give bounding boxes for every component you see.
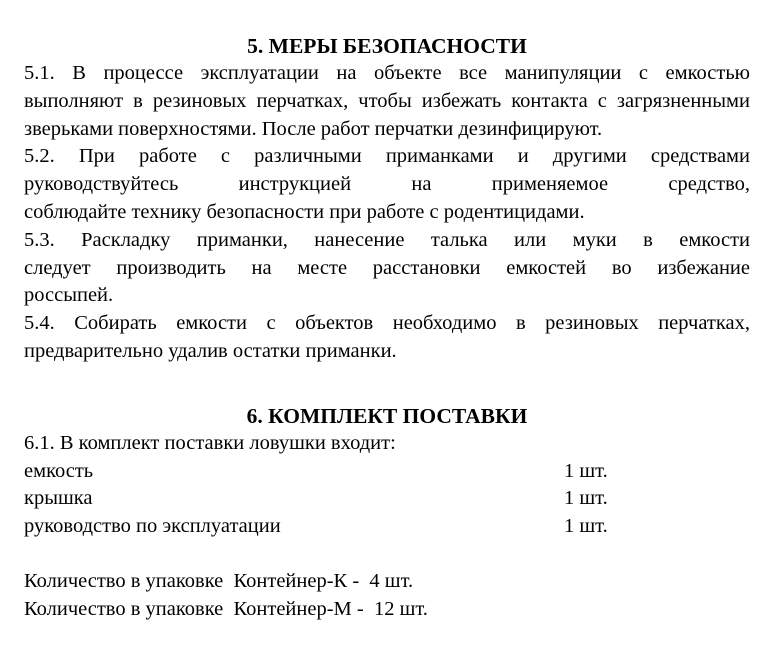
paragraph-5-3 [24, 227, 750, 310]
paragraph-5-4-line-1: 5.4. Собирать емкости с объектов необходимо в резиновых перчатках, [24, 312, 750, 335]
paragraph-5-1 [24, 60, 750, 143]
item-name: руководство по эксплуатации [24, 515, 281, 538]
item-quantity: 1 шт. [564, 459, 608, 482]
paragraph-5-2-line-3: соблюдайте технику безопасности при работе с родентицидами. [24, 200, 585, 223]
paragraph-5-2-line-2: руководствуйтесь инструкцией на применяемое средство, [24, 173, 750, 196]
item-quantity: 1 шт. [564, 515, 608, 538]
package-quantity-k: Количество в упаковке Контейнер-К - 4 шт. [24, 569, 414, 592]
paragraph-5-4-line-2: предварительно удалив остатки приманки. [24, 339, 397, 362]
paragraph-5-2 [24, 143, 750, 226]
paragraph-5-1-line-1: 5.1. В процессе эксплуатации на объекте все манипуляции с емкостью [24, 62, 750, 84]
section-6-heading: 6. КОМПЛЕКТ ПОСТАВКИ [246, 403, 528, 428]
paragraph-5-2-line-1: 5.2. При работе с различными приманками и другими средствами [24, 145, 750, 168]
section-6 [24, 402, 750, 624]
paragraph-6-1: 6.1. В комплект поставки ловушки входит: [24, 431, 396, 454]
package-quantities [24, 568, 750, 624]
section-5-heading: 5. МЕРЫ БЕЗОПАСНОСТИ [247, 34, 527, 58]
package-quantity-m: Количество в упаковке Контейнер-М - 12 шт. [24, 597, 428, 620]
paragraph-5-1-rest: выполняют в резиновых перчатках, чтобы избежать контакта с загрязненными зверьками поверхностями. После работ перчатки дезинфицируют. [24, 89, 750, 140]
list-item [24, 458, 750, 486]
item-name: емкость [24, 459, 94, 482]
item-quantity: 1 шт. [564, 487, 608, 510]
list-item [24, 513, 750, 541]
item-name: крышка [24, 487, 93, 510]
paragraph-5-3-line-3: россыпей. [24, 284, 114, 307]
paragraph-5-4 [24, 310, 750, 366]
document-page [24, 0, 750, 624]
list-item [24, 485, 750, 513]
paragraph-5-3-line-2: следует производить на месте расстановки емкостей во избежание [24, 256, 750, 279]
paragraph-5-3-line-1: 5.3. Раскладку приманки, нанесение талька или муки в емкости [24, 228, 750, 251]
